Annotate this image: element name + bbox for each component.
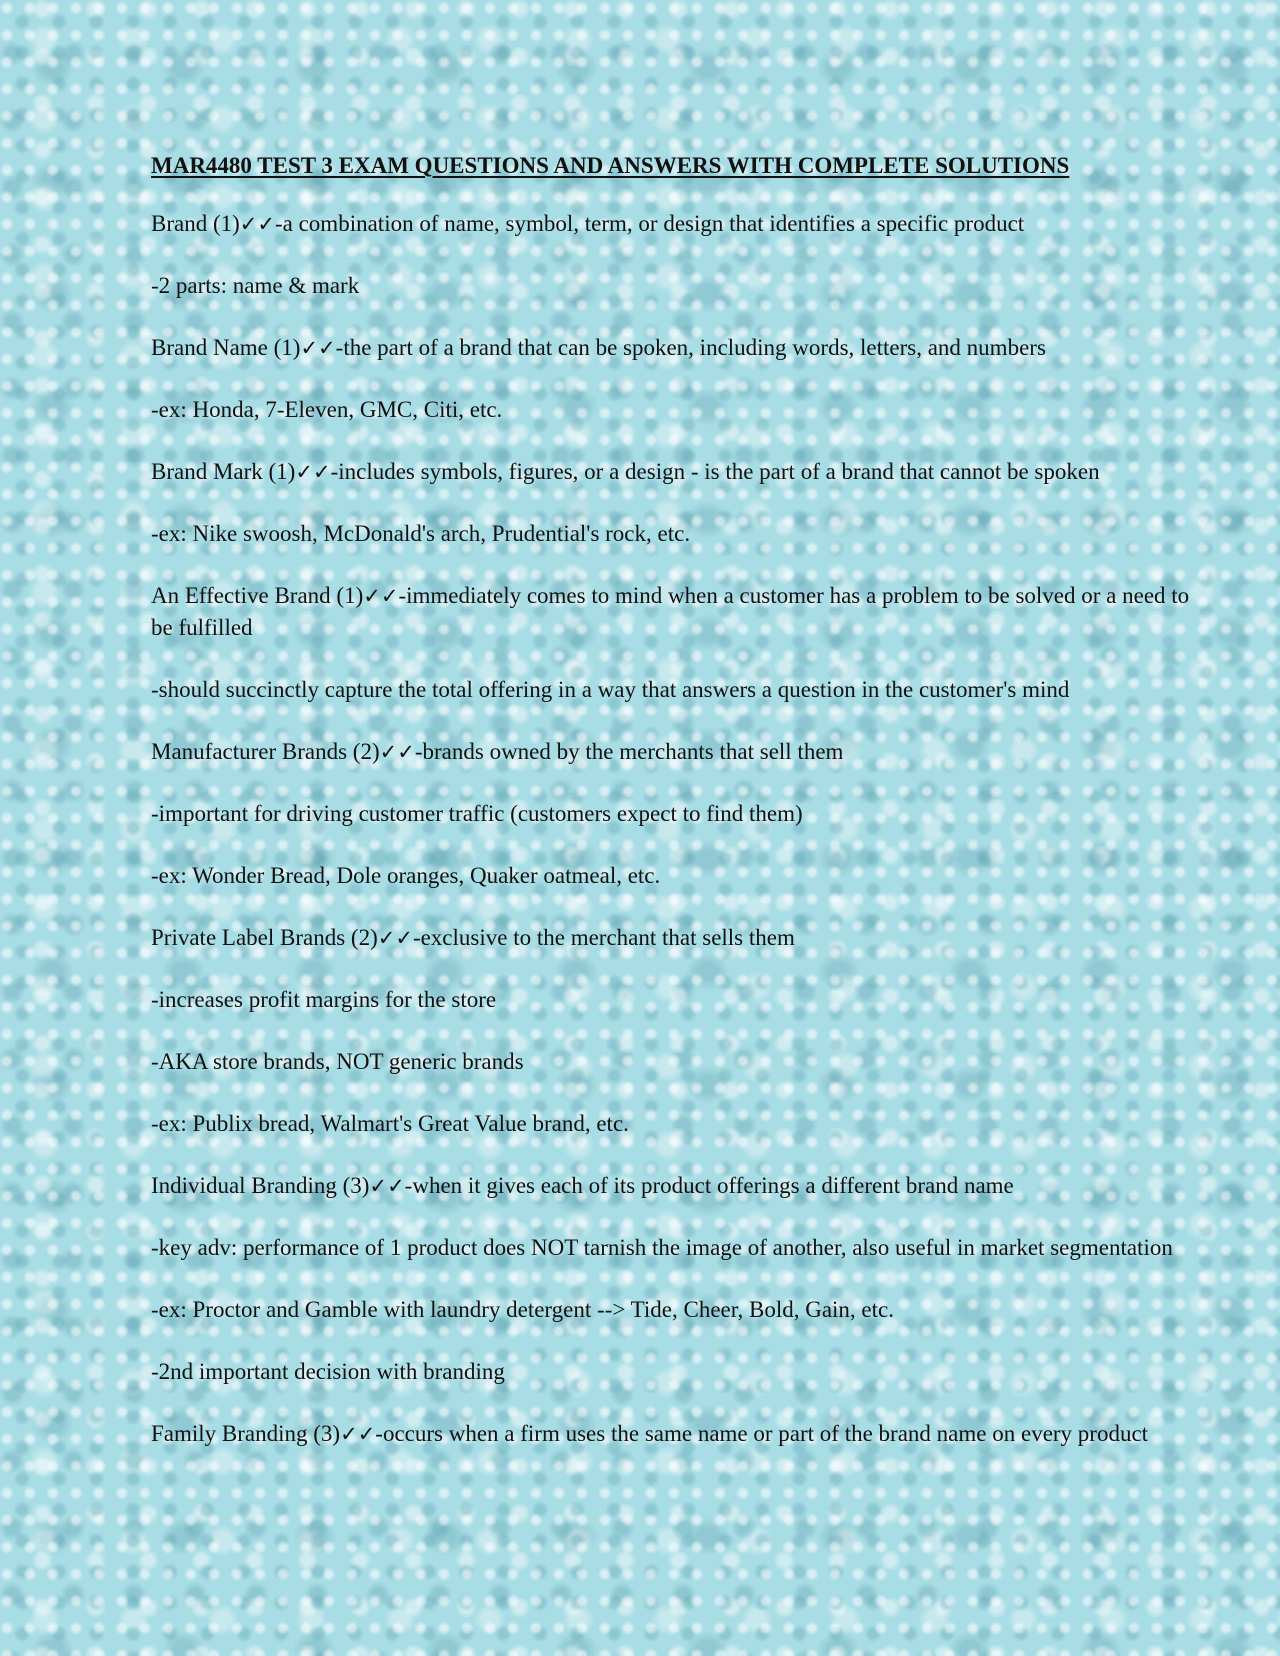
term: Brand Mark (1) [151, 459, 296, 484]
term: Private Label Brands (2) [151, 925, 378, 950]
note-line: -ex: Nike swoosh, McDonald's arch, Prudential's rock, etc. [151, 521, 691, 546]
check-mark-icon: ✓✓ [369, 1174, 405, 1198]
note-line: -should succinctly capture the total offering in a way that answers a question in the customer's mind [151, 677, 1070, 702]
note-line: -ex: Wonder Bread, Dole oranges, Quaker oatmeal, etc. [151, 863, 661, 888]
check-mark-icon: ✓✓ [379, 740, 415, 764]
term-definition [151, 922, 1191, 954]
term: An Effective Brand (1) [151, 583, 364, 608]
definition: -includes symbols, figures, or a design - is the part of a brand that cannot be spoken [330, 459, 1100, 484]
definition: -immediately comes to mind when a customer has a problem to be solved or a need to be fulfilled [151, 583, 1190, 640]
term-definition [151, 456, 1191, 488]
note-line: -increases profit margins for the store [151, 987, 497, 1012]
definition: -a combination of name, symbol, term, or design that identifies a specific product [274, 211, 1025, 236]
check-mark-icon: ✓✓ [377, 926, 413, 950]
term-definition [151, 208, 1191, 240]
definition: -the part of a brand that can be spoken, including words, letters, and numbers [335, 335, 1046, 360]
term-definition [151, 1418, 1191, 1450]
definition: -when it gives each of its product offerings a different brand name [404, 1173, 1014, 1198]
note-line: -key adv: performance of 1 product does NOT tarnish the image of another, also useful in market segmentation [151, 1235, 1173, 1260]
check-mark-icon: ✓✓ [300, 336, 336, 360]
definition: -brands owned by the merchants that sell them [414, 739, 844, 764]
definition: -occurs when a firm uses the same name or part of the brand name on every product [375, 1421, 1149, 1446]
note-line: -2 parts: name & mark [151, 273, 360, 298]
definition: -exclusive to the merchant that sells them [412, 925, 795, 950]
term-definition [151, 332, 1191, 364]
check-mark-icon: ✓✓ [295, 460, 331, 484]
term-definition [151, 1170, 1191, 1202]
document-title: MAR4480 TEST 3 EXAM QUESTIONS AND ANSWERS WITH COMPLETE SOLUTIONS [151, 153, 1070, 178]
term-definition [151, 736, 1191, 768]
note-line: -2nd important decision with branding [151, 1359, 505, 1384]
term: Family Branding (3) [151, 1421, 341, 1446]
term: Brand (1) [151, 211, 240, 236]
note-line: -ex: Honda, 7-Eleven, GMC, Citi, etc. [151, 397, 503, 422]
document-page [151, 148, 1191, 1480]
note-line: -important for driving customer traffic (customers expect to find them) [151, 801, 803, 826]
term: Brand Name (1) [151, 335, 301, 360]
term: Individual Branding (3) [151, 1173, 370, 1198]
note-line: -ex: Publix bread, Walmart's Great Value brand, etc. [151, 1111, 629, 1136]
term: Manufacturer Brands (2) [151, 739, 380, 764]
check-mark-icon: ✓✓ [363, 584, 399, 608]
note-line: -ex: Proctor and Gamble with laundry detergent --> Tide, Cheer, Bold, Gain, etc. [151, 1297, 894, 1322]
note-line: -AKA store brands, NOT generic brands [151, 1049, 524, 1074]
entries-list [151, 208, 1191, 1450]
check-mark-icon: ✓✓ [340, 1422, 376, 1446]
check-mark-icon: ✓✓ [239, 212, 275, 236]
term-definition [151, 580, 1191, 644]
